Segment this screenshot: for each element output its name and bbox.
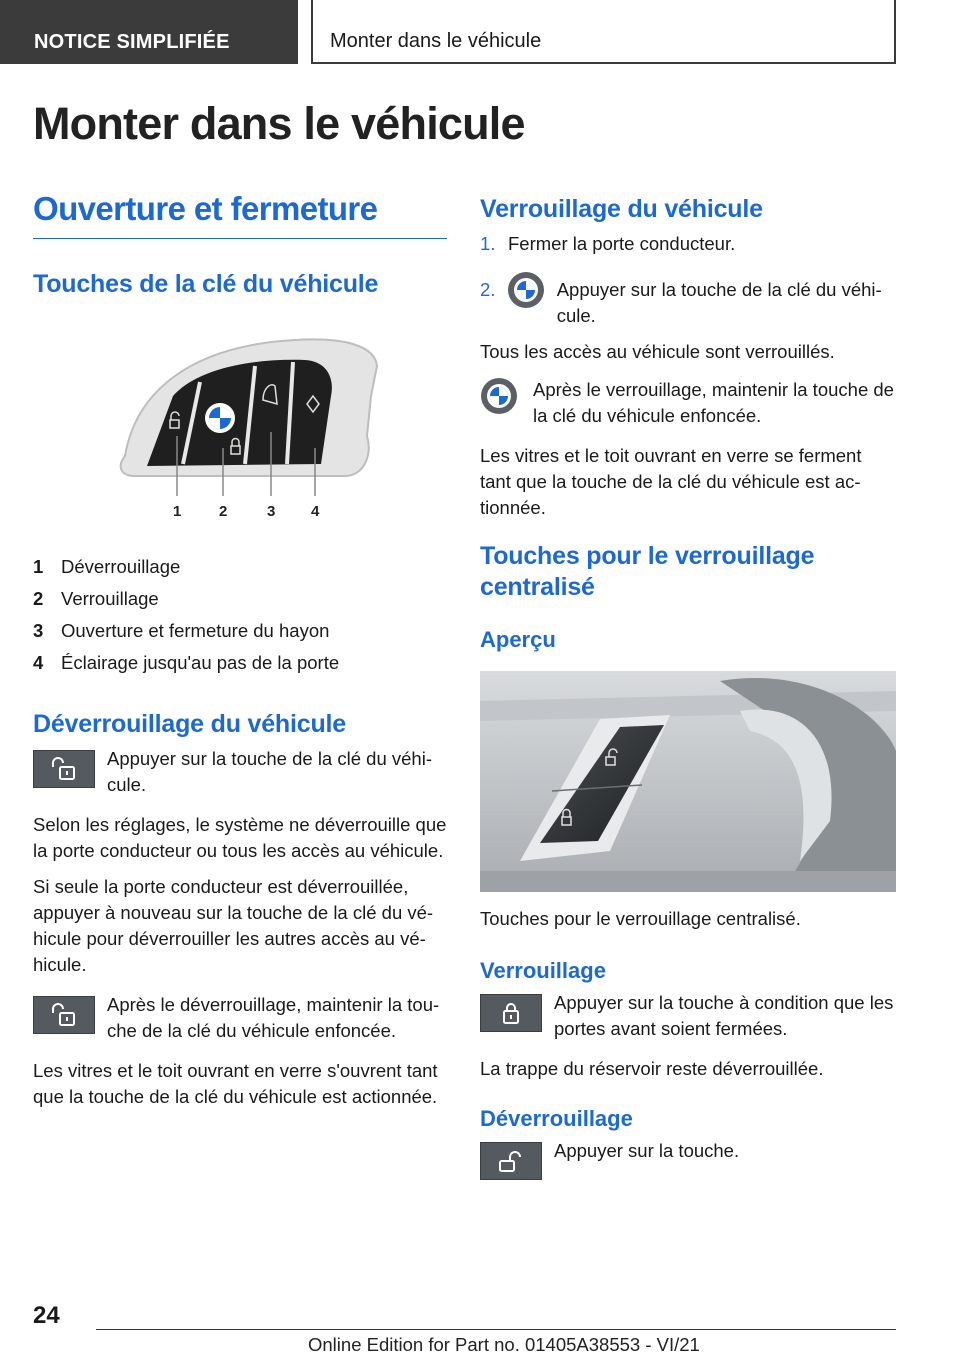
step-text: Fermer la porte conducteur. xyxy=(508,233,736,254)
page-title: Monter dans le véhicule xyxy=(33,98,525,149)
unlock-hold-instruction xyxy=(33,992,447,1044)
bmw-key-button-icon xyxy=(507,271,545,309)
lock-hold-text: Après le verrouillage, maintenir la touche de la clé du véhicule enfoncée. xyxy=(533,379,894,426)
footer-divider xyxy=(96,1329,896,1330)
legend-number: 3 xyxy=(33,620,44,641)
unlock-button-icon xyxy=(33,750,95,788)
legend-text: Déverrouillage xyxy=(61,556,181,577)
unlocking-instruction xyxy=(480,1138,896,1180)
edition-note: Online Edition for Part no. 01405A38553 - VI/21 xyxy=(308,1334,700,1355)
unlock-paragraph-1: Selon les réglages, le système ne déverrouille que la porte conducteur ou tous les accès au véhicule. xyxy=(33,814,447,861)
right-column xyxy=(480,190,896,1180)
lock-vehicle-heading: Verrouillage du véhicule xyxy=(480,195,763,223)
lock-step xyxy=(480,231,896,257)
legend-item xyxy=(33,615,447,647)
legend-item xyxy=(33,583,447,615)
overview-heading: Aperçu xyxy=(480,627,556,652)
unlock-paragraph-2: Si seule la porte conducteur est déverrouillée, appuyer à nouveau sur la touche de la clé du véhicule pour déverrouiller les autres accès au véhicule. xyxy=(33,876,434,975)
step-number: 1. xyxy=(480,233,496,254)
legend-item xyxy=(33,551,447,583)
legend-text: Éclairage jusqu'au pas de la porte xyxy=(61,652,340,673)
figure-label-4: 4 xyxy=(311,503,320,520)
locking-text: Appuyer sur la touche à condition que les portes avant soient fermées. xyxy=(554,992,894,1039)
keys-heading: Touches de la clé du véhicule xyxy=(33,270,379,298)
left-column xyxy=(33,190,447,1110)
legend-number: 2 xyxy=(33,588,44,609)
step-text: Appuyer sur la touche de la clé du véhicule. xyxy=(556,279,882,326)
door-switch-photo xyxy=(480,671,896,892)
lock-steps xyxy=(480,231,896,329)
unlock-button-icon xyxy=(480,1142,542,1180)
section-heading-open-close: Ouverture et fermeture xyxy=(33,190,447,239)
unlock-hold-text: Après le déverrouillage, maintenir la touche de la clé du véhicule enfoncée. xyxy=(107,994,440,1041)
legend-number: 1 xyxy=(33,556,44,577)
locking-instruction xyxy=(480,990,896,1042)
lock-paragraph-2: Les vitres et le toit ouvrant en verre se ferment tant que la touche de la clé du véhicule est actionnée. xyxy=(480,445,862,518)
key-legend xyxy=(33,551,447,679)
chapter-tab: Monter dans le véhicule xyxy=(311,0,896,64)
lock-button-icon xyxy=(480,994,542,1032)
unlock-button-icon xyxy=(33,996,95,1034)
unlock-instruction xyxy=(33,746,447,798)
figure-label-1: 1 xyxy=(173,503,182,520)
fuel-flap-text: La trappe du réservoir reste déverrouillée. xyxy=(480,1058,824,1079)
central-locking-heading: Touches pour le verrouillage centralisé xyxy=(480,542,815,601)
figure-label-3: 3 xyxy=(267,503,276,520)
legend-number: 4 xyxy=(33,652,44,673)
unlock-vehicle-heading: Déverrouillage du véhicule xyxy=(33,710,346,738)
unlocking-text: Appuyer sur la touche. xyxy=(554,1140,740,1161)
bmw-key-button-icon xyxy=(480,377,518,415)
section-tab: NOTICE SIMPLIFIÉE xyxy=(0,0,298,64)
lock-hold-instruction xyxy=(480,377,896,429)
page-number: 24 xyxy=(33,1302,60,1329)
lock-step xyxy=(480,271,896,329)
unlock-instruction-text: Appuyer sur la touche de la clé du véhicule. xyxy=(107,748,432,795)
unlocking-heading: Déverrouillage xyxy=(480,1106,633,1131)
figure-label-2: 2 xyxy=(219,503,228,520)
legend-text: Verrouillage xyxy=(61,588,159,609)
key-fob-illustration xyxy=(95,336,395,526)
step-number: 2. xyxy=(480,279,496,300)
legend-item xyxy=(33,647,447,679)
unlock-paragraph-3: Les vitres et le toit ouvrant en verre s'ouvrent tant que la touche de la clé du véhicule est actionnée. xyxy=(33,1060,438,1107)
legend-text: Ouverture et fermeture du hayon xyxy=(61,620,330,641)
photo-caption: Touches pour le verrouillage centralisé. xyxy=(480,908,801,929)
lock-paragraph-1: Tous les accès au véhicule sont verrouillés. xyxy=(480,341,835,362)
locking-heading: Verrouillage xyxy=(480,958,606,983)
